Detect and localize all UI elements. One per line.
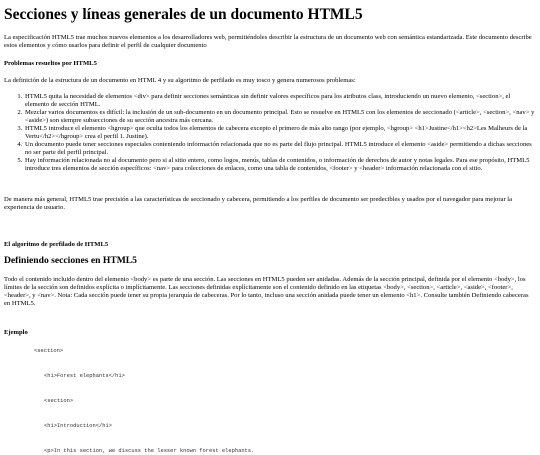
list-item: 4. Un documento puede tener secciones especiales conteniendo información relacionada que no es parte del flujo principal. HTML5 introduce el elemento <aside> permitiendo a dichas secciones no ser parte del perfil principal.	[24, 141, 536, 157]
algorithm-heading: El algoritmo de perfilado de HTML5	[4, 241, 109, 248]
example-heading: Ejemplo	[4, 329, 28, 336]
sections-heading: Definiendo secciones en HTML5	[4, 255, 137, 266]
closing-paragraph: De manera más general, HTML5 trae precisión a las características de seccionado y cabecera, permitiendo a los perfiles de documento ser predecibles y usados por el navegador para mejorar la experiencia de usuario.	[4, 196, 513, 211]
problems-lead: La definición de la estructura de un documento en HTML 4 y su algoritmo de perfilado es muy tosco y genera numerosos problemas:	[4, 77, 356, 84]
code-line: <h1>Introduction</h1>	[44, 423, 112, 429]
problems-heading: Problemas resueltos por HTML5	[4, 60, 97, 67]
intro-paragraph: La especificación HTML5 trae muchos nuevos elementos a los desarrolladores web, permitiéndoles describir la estructura de un documento web con semántica estandarizada. Este documento describe estos elementos y cómo usarlos para definir el perfil de cualquier documento	[4, 34, 532, 49]
list-item: 1. HTML5 quita la necesidad de elementos <div> para definir secciones semánticas sin definir valores específicos para los atributos class, introduciendo un nuevo elemento, <section>, el elemento de sección HTML.	[24, 93, 536, 109]
page-title: Secciones y líneas generales de un documento HTML5	[4, 6, 363, 23]
code-line: <section>	[44, 398, 74, 404]
code-line: <h1>Forest elephants</h1>	[44, 373, 125, 379]
code-line: <section>	[34, 348, 64, 354]
problems-list	[4, 93, 536, 173]
list-item: 5. Hay información relacionada no al documento pero si al sitio entero, como logos, menús, tablas de contenidos, o información de derechos de autor y notas legales. Para ese propósito, HTML5 introduce tres elementos de sección específicos: <nav> para colecciones de enlaces, como una tabla de contenidos, <footer> y <header> información relacionada con el sitio.	[24, 157, 536, 173]
list-item: 2. Mezclar varios documentos es difícil: la inclusión de un sub-documento en un documento principal. Esto se resuelve en HTML5 con los elementos de seccionado (<article>, <section>, <nav> y <aside>) son siempre subsecciones de su sección ancestra más cercana.	[24, 109, 536, 125]
code-line: <p>In this section, we discuss the lesser known forest elephants.	[44, 448, 255, 454]
list-item: 3. HTML5 introduce el elemento <hgroup> que oculta todos los elementos de cabecera excepto el primero de más alto rango (por ejemplo, <hgroup> <h1>Justine</h1><h2>Les Malheurs de la Vertu</h2></hgroup> crea el perfil 1. Justine).	[24, 125, 536, 141]
sections-body: Todo el contenido incluido dentro del elemento <body> es parte de una sección. Las secciones en HTML5 pueden ser anidadas. Además de la sección principal, definida por el elemento <body>, los límites de la sección son definidos explícita o implícitamente. Las secciones definidas explícitamente son el contenido definido en las etiquetas <body>, <section>, <article>, <aside>, <footer>, <header>, y <nav>. Nota: Cada sección puede tener su propia jerarquía de cabeceras. Por lo tanto, incluso una sección anidada puede tener un elemento <h1>. Consulte también Definiendo cabeceras en HTML5.	[4, 276, 529, 307]
